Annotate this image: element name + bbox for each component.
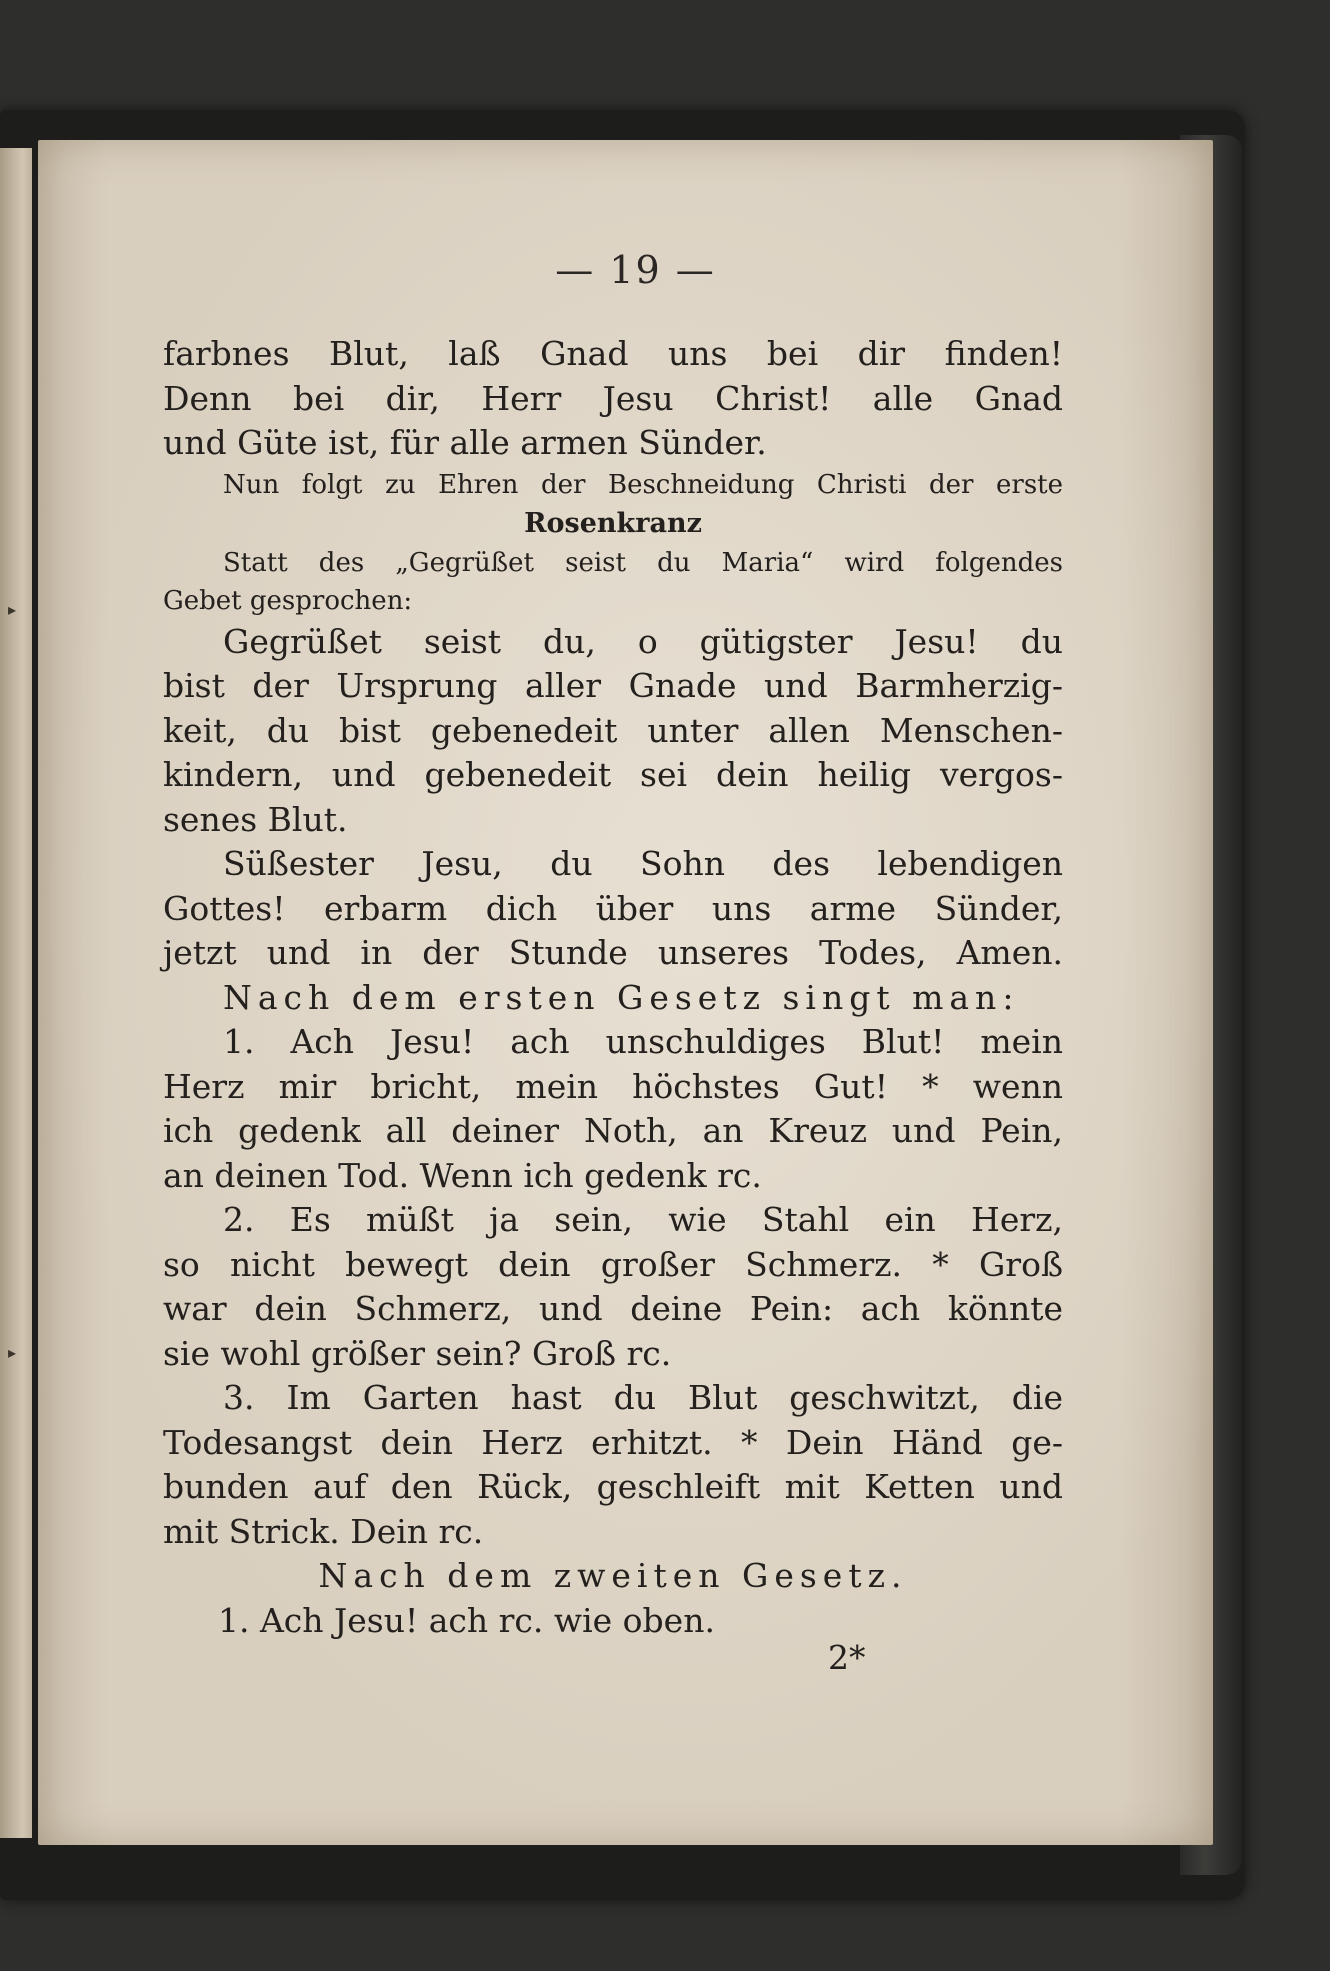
verse-line: 1. Ach Jesu! ach rc. wie oben.: [218, 1600, 715, 1640]
page-text: [163, 332, 1063, 1643]
text-line: senes Blut.: [163, 799, 348, 839]
verse-line: Todesangst dein Herz erhitzt. * Dein Händ ge-: [163, 1422, 1063, 1462]
verse-line: so nicht bewegt dein großer Schmerz. * Groß: [163, 1244, 1063, 1284]
text-line: Gegrüßet seist du, o gütigster Jesu! du: [223, 621, 1063, 661]
verse-line: ich gedenk all deiner Noth, an Kreuz und Pein,: [163, 1111, 1063, 1150]
verse-line: 1. Ach Jesu! ach unschuldiges Blut! mein: [223, 1022, 1063, 1061]
left-page-edge: [0, 148, 32, 1838]
verse-line: sie wohl größer sein? Groß rc.: [163, 1333, 672, 1373]
verse-line: mit Strick. Dein rc.: [163, 1511, 484, 1551]
text-line: Süßester Jesu, du Sohn des lebendigen: [223, 844, 1063, 883]
text-line: bist der Ursprung aller Gnade und Barmherzig-: [163, 666, 1063, 705]
section-heading: Rosenkranz: [524, 507, 702, 539]
rubric-line: Statt des „Gegrüßet seist du Maria“ wird folgendes: [223, 547, 1063, 578]
margin-mark: ▸: [8, 1343, 17, 1362]
verse-line: 2. Es müßt ja sein, wie Stahl ein Herz,: [223, 1200, 1063, 1239]
verse-line: Herz mir bricht, mein höchstes Gut! * wenn: [163, 1066, 1063, 1106]
text-line: und Güte ist, für alle armen Sünder.: [163, 423, 767, 462]
text-line: farbnes Blut, laß Gnad uns bei dir finden!: [163, 334, 1063, 373]
page-number: — 19 —: [555, 248, 716, 292]
verse-line: 3. Im Garten hast du Blut geschwitzt, die: [223, 1378, 1063, 1417]
text-line: kindern, und gebenedeit sei dein heilig vergos-: [163, 755, 1063, 794]
text-line: jetzt und in der Stunde unseres Todes, Amen.: [163, 933, 1063, 972]
margin-mark: ▸: [8, 600, 17, 619]
rubric-line: Nun folgt zu Ehren der Beschneidung Christi der erste: [223, 469, 1063, 500]
text-line: Gottes! erbarm dich über uns arme Sünder,: [163, 888, 1063, 928]
rubric-heading: Nach dem ersten Gesetz singt man:: [223, 977, 1020, 1017]
rubric-line: Gebet gesprochen:: [163, 585, 413, 616]
text-line: keit, du bist gebenedeit unter allen Menschen-: [163, 710, 1063, 750]
verse-line: bunden auf den Rück, geschleift mit Ketten und: [163, 1467, 1063, 1506]
signature-mark: 2*: [828, 1638, 866, 1677]
verse-line: an deinen Tod. Wenn ich gedenk rc.: [163, 1155, 762, 1195]
verse-line: war dein Schmerz, und deine Pein: ach könnte: [163, 1289, 1063, 1328]
rubric-heading: Nach dem zweiten Gesetz.: [318, 1556, 908, 1595]
text-line: Denn bei dir, Herr Jesu Christ! alle Gnad: [163, 378, 1063, 418]
book-page: [38, 140, 1213, 1845]
